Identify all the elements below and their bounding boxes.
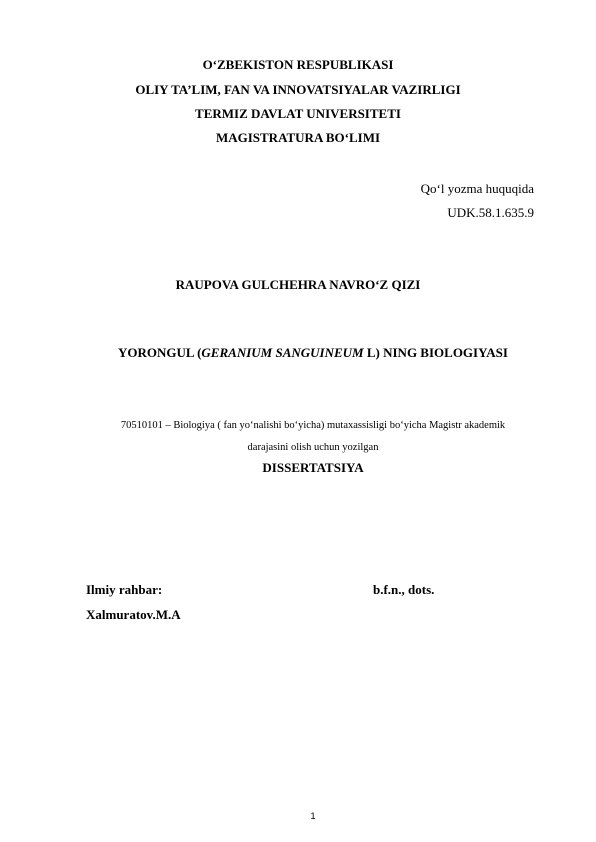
title-suffix: L) NING BIOLOGIYASI	[363, 345, 508, 360]
header-ministry: OLIY TA’LIM, FAN VA INNOVATSIYALAR VAZIRLIGI	[135, 82, 461, 97]
udk-code: UDK.58.1.635.9	[447, 205, 534, 220]
page-number: 1	[310, 811, 316, 821]
author-name: RAUPOVA GULCHEHRA NAVRO‘Z QIZI	[175, 277, 421, 292]
supervisor-name: Xalmuratov.M.A	[86, 607, 181, 622]
supervisor-degree: b.f.n., dots.	[373, 582, 435, 597]
specialty-line-1: 70510101 – Biologiya ( fan yo‘nalishi bo‘yicha) mutaxassisligi bo‘yicha Magistr akademik	[120, 420, 506, 431]
supervisor-label: Ilmiy rahbar:	[86, 582, 163, 597]
header-department: MAGISTRATURA BO‘LIMI	[215, 130, 381, 145]
header-university: TERMIZ DAVLAT UNIVERSITETI	[195, 106, 401, 121]
manuscript-note: Qo‘l yozma huquqida	[420, 181, 534, 196]
title-latin-name: GERANIUM SANGUINEUM	[201, 345, 364, 360]
thesis-title	[0, 345, 596, 361]
specialty-line-2: darajasini olish uchun yozilgan	[247, 442, 379, 453]
document-type: DISSERTATSIYA	[262, 460, 364, 475]
title-prefix: YORONGUL (	[118, 345, 202, 360]
header-country: O‘ZBEKISTON RESPUBLIKASI	[202, 57, 394, 72]
